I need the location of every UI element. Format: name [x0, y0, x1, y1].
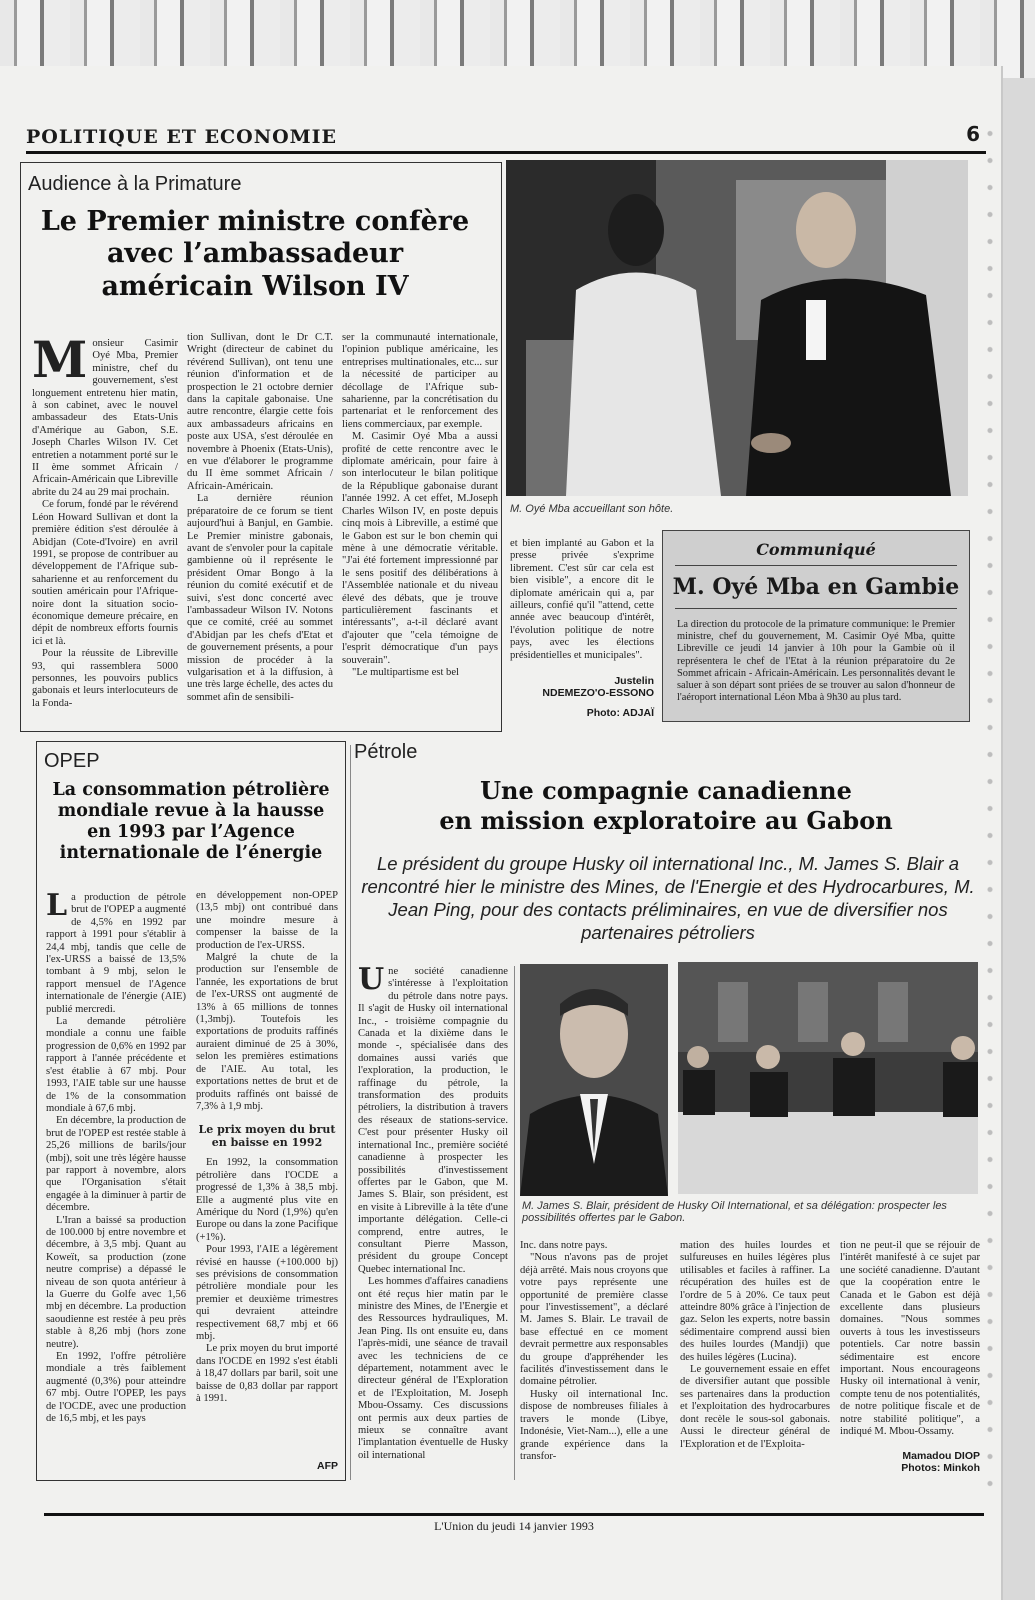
author-name: Mamadou DIOP [902, 1450, 980, 1462]
paragraph: Husky oil international Inc. dispose de nombreuses filiales à travers le monde (Libye, Indonésie, Viet-Nam...), elle a une grande expérience dans la transfor- [520, 1388, 668, 1462]
petrole-column-3 [680, 1240, 830, 1480]
opep-column-1 [46, 892, 186, 1472]
article1-column-2 [187, 332, 333, 728]
photo-handshake [506, 160, 968, 496]
petrole-kicker: Pétrole [354, 741, 418, 763]
article1-kicker: Audience à la Primature [28, 173, 242, 195]
communique-label: Communiqué [756, 540, 876, 559]
page-number: 6 [966, 122, 980, 146]
paragraph: L'Iran a baissé sa production de 100.000 bj entre novembre et décembre, à 3,5 mbj. Quant au Koweït, sa production (zone neutre comprise) a dépassé le niveau de son quota antérieur à la Guerre du Golfe avec 1,56 mbj en décembre. La production saoudienne est restée à peu près stable à 8,26 mbj (hors zone neutre). [46, 1214, 186, 1350]
paragraph: Pour 1993, l'AIE a légèrement révisé en hausse (+100.000 bj) ses prévisions de consommation pétrolière mondiale pour les premier et deuxième trimestres qui devraient atteindre respectivement 68,7 mbj et 66 mbj. [196, 1244, 338, 1342]
paragraph: a production de pétrole brut de l'OPEP a augmenté de 4,5% en 1992 par rapport à 1991 pour s'établir à 24,4 mbj, tandis que celle de l'ex-URSS a baissé de 13,5% tombant à 9 mbj, selon le rapport mensuel de l'Agence internationale de l'énergie (AIE) publié mercredi. [46, 892, 186, 1015]
paragraph: "Nous n'avons pas de projet déjà arrêté. Mais nous croyons que votre pays représente une opportunité de première classe pour l'investissement", a déclaré M. James S. Blair. Le travail de base effectué en ce moment devrait permettre aux responsables du groupe d'appréhender les facilités d'investissement dans le domaine pétrolier. [520, 1252, 668, 1388]
petrole-dropcap: U [358, 966, 385, 997]
section-title: POLITIQUE ET ECONOMIE [26, 126, 338, 148]
paragraph: ne société canadienne s'intéresse à l'exploitation du pétrole dans notre pays. Il s'agit de Husky oil international Inc., - troisième compagnie du Canada et la dixième dans le monde -, spécialisée dans des domaines aussi variés que l'exploration, la production, le raffinage du pétrole, la transformation des produits pétroliers, la distribution à travers des réseaux de stations-service. C'est pour présenter Husky oil international Inc., première société canadienne à prospecter les possibilités d'investissement offertes par le Gabon, que M. James S. Blair, son président, est en visite à Libreville à la tête d'une importante délégation. Celle-ci comprend, entre autres, le consultant Pierre Masson, président du groupe Concept Quebec international Inc. [358, 966, 508, 1275]
paragraph: En décembre, la production de brut de l'OPEP est restée stable à 25,26 millions de barils/jour (mbj), soit une très légère hausse par rapport à novembre, alors que l'Organisation s'était engagée à la diminuer à partir de décembre. [46, 1115, 186, 1214]
paragraph: Ce forum, fondé par le révérend Léon Howard Sullivan et dont la première édition s'est déroulée à Abidjan (Cote-d'Ivoire) en avril 1991, se propose de contribuer au développement de l'Afrique sub-saharienne et au renforcement du soutien américain pour l'Afrique-noire dont la situation socio-économique demeure précaire, en dépit de nombreux efforts fournis ici et là. [32, 499, 178, 647]
petrole-column-2 [520, 1240, 668, 1480]
petrole-headline-line: Une compagnie canadienne [480, 776, 852, 805]
article1-column-1 [32, 338, 178, 728]
paragraph: et bien implanté au Gabon et la presse privée s'exprime librement. C'est sûr car cela est bien visible", a encore dit le diplomate américain qui a, par ailleurs, confié qu'il "attend, cette année avec beaucoup d'intérêt, l'évolution politique de notre pays, avec les élections présidentielles et municipales". [510, 538, 654, 661]
paragraph: onsieur Casimir Oyé Mba, Premier ministre, chef du gouvernement, s'est longuement entretenu hier matin, à son cabinet, avec le nouvel ambassadeur des Etats-Unis d'Amérique au Gabon, S.E. Joseph Charles Wilson IV. Cet entretien a notamment porté sur le II ème sommet Africain / Africain-Américain que Libreville abrite du 24 au 29 mai prochain. [32, 338, 178, 498]
author-firstname: Justelin [614, 675, 654, 687]
paragraph: En 1992, l'offre pétrolière mondiale a très faiblement augmenté (0,3%) pour atteindre 67 mbj. Outre l'OPEP, les pays de l'OCDE, avec une production de 16,5 mbj, et les pays [46, 1351, 186, 1425]
communique-body: La direction du protocole de la primature communique: le Premier ministre, chef du gouvernement, M. Casimir Oyé Mba, quitte Libreville ce jeudi 14 janvier à 10h pour la Gambie où il représentera le chef de l'Etat à la réunion préparatoire du 2e Sommet africain - Africain-Américain. Les personnalités devant le saluer à son départ sont priées de se trouver au salon d'honneur de l'aéroport international Léon Mba à 9h30 au plus tard. [677, 619, 955, 704]
opep-headline-line: en 1993 par l’Agence [87, 822, 295, 842]
petrole-column-1 [358, 966, 508, 1478]
petrole-photo-caption: M. James S. Blair, président de Husky Oil International, et sa délégation: prospecter les possibilités offertes par le Gabon. [522, 1200, 947, 1224]
paragraph: en développement non-OPEP (13,5 mbj) ont contribué dans une moindre mesure à compenser la baisse de la production de l'ex-URSS. [196, 890, 338, 951]
petrole-deck: Le président du groupe Husky oil international Inc., M. James S. Blair a rencontré hier le ministre des Mines, de l'Energie et des Hydrocarbures, M. Jean Ping, pour des contacts préliminaires, en vue de diversifier nos partenaires pétroliers [361, 853, 975, 943]
article1-author [510, 675, 654, 719]
footer-dateline: L'Union du jeudi 14 janvier 1993 [434, 1519, 594, 1533]
paragraph: M. Casimir Oyé Mba a aussi profité de cette rencontre avec le diplomate américain, pour faire à son interlocuteur le bilan politique de la République gabonaise durant l'année 1992. A cet effet, M.Joseph Charles Wilson IV, en poste depuis cinq mois à Libreville, a estimé que le Gabon est sur le bon chemin qui mène à une démocratie véritable. "J'ai été fortement impressionné par le sens positif des délibérations à l'Assemblée nationale et du niveau élevé des débats, que je trouve particulièrement fascinants et intéressants", a-t-il déclaré avant d'ajouter que "cela témoigne de l'esprit démocratique d'un pays souverain". [342, 431, 498, 666]
paragraph: mation des huiles lourdes et sulfureuses en huiles légères plus utilisables et faciles à raffiner. La récupération des huiles est de l'ordre de 5 à 20%. Ce taux peut atteindre 80% grâce à l'injection de gaz. Selon les experts, notre bassin sédimentaire comprend aussi bien des huiles lourdes (Mandji) que des huiles légères (Lucina). [680, 1240, 830, 1363]
opep-headline [40, 780, 342, 864]
photo-handshake-image [506, 160, 968, 496]
communique-title: M. Oyé Mba en Gambie [672, 574, 960, 600]
opep-headline-line: La consommation pétrolière [52, 780, 330, 800]
column-rule [350, 745, 351, 1480]
paragraph: tion ne peut-il que se réjouir de l'intérêt manifesté à ce sujet par une société canadienne. D'autant que la coopération entre le Canada et le Gabon est déjà excellente dans plusieurs domaines. "Nous sommes ouverts à tous les investisseurs potentiels. Car notre bassin sédimentaire est encore important. Nous encourageons Husky oil international à venir, compte tenu de nos potentialités, de notre politique fiscale et de notre stabilité politique", a indiqué M. Mbou-Ossamy. [840, 1240, 980, 1438]
petrole-headline [354, 776, 978, 836]
paragraph: Malgré la chute de la production sur l'ensemble de l'année, les exportations de brut de l'ex-URSS ont augmenté de 13% à 65 millions de tonnes (1,3mbj). Toutefois les exportations de produits raffinés auraient diminué de 25 à 30%, selon les premières estimations de l'AIE. Au total, les exportations nettes de brut et de produits raffinés ont baissé de 7,3% à 1,9 mbj. [196, 952, 338, 1112]
opep-source: AFP [317, 1460, 338, 1472]
photo-credit: Photo: ADJAÏ [586, 707, 654, 719]
article1-dropcap: M [32, 338, 88, 389]
paragraph: En 1992, la consommation pétrolière dans l'OCDE a progressé de 1,3% à 38,5 mbj. Elle a augmenté plus vite en Amérique du Nord (1,9%) qu'en Europe ou dans la zone Pacifique (+1%). [196, 1157, 338, 1243]
paragraph: Pour la réussite de Libreville 93, qui rassemblera 5000 personnes, les pouvoirs publics gabonais et leurs interlocuteurs de la Fonda- [32, 648, 178, 709]
opep-column-2 [196, 890, 338, 1456]
opep-kicker: OPEP [44, 750, 100, 772]
paragraph: tion Sullivan, dont le Dr C.T. Wright (directeur de cabinet du révérend Sullivan), ont tenu une réunion d'information et de prospection le 21 octobre dernier dans la capitale gabonaise. Une autre rencontre, élargie cette fois aux ambassadeurs africains en poste aux USA, s'est déroulée en novembre à Phoenix (Etats-Unis), en vue d'élaborer le programme du II ème sommet Africain / Africain-Américain. [187, 332, 333, 492]
petrole-author [840, 1450, 980, 1474]
photo-credit: Photos: Minkoh [901, 1462, 980, 1474]
paragraph: Le prix moyen du brut importé dans l'OCDE en 1992 s'est établi à 18,47 dollars par baril, soit une baisse de 0,83 dollar par rapport à 1991. [196, 1343, 338, 1405]
section-header [26, 124, 986, 154]
article1-column-4 [510, 538, 654, 668]
article1-headline-line: américain Wilson IV [101, 270, 409, 302]
article1-headline-line: avec l’ambassadeur [106, 238, 404, 270]
photo-delegation-image [678, 962, 978, 1194]
paragraph: La demande pétrolière mondiale a connu une faible progression de 0,6% en 1992 par rapport à l'année précédente et s'est établie à 67 mbj. Pour 1993, l'AIE table sur une hausse de 1% de la consommation mondiale à 67,6 mbj. [46, 1016, 186, 1114]
opep-dropcap: L [46, 892, 68, 923]
binding-holes [984, 120, 996, 1500]
paragraph: Inc. dans notre pays. [520, 1240, 608, 1251]
photo-blair-portrait [520, 964, 668, 1196]
paragraph: ser la communauté internationale, l'opinion publique américaine, les entreprises multinationales, etc... sur la nécessité de participer au décollage de l'Afrique sub-saharienne, par la concrétisation du partenariat et le renforcement des liens commerciaux, par exemple. [342, 332, 498, 430]
article1-headline-line: Le Premier ministre confère [40, 206, 470, 237]
paragraph: Les hommes d'affaires canadiens ont été reçus hier matin par le ministre des Mines, de l'Energie et des Ressources hydrauliques, M. Jean Ping. Ils ont ensuite eu, dans l'après-midi, une séance de travail avec les techniciens de ce département, notamment avec le directeur général de l'Exploration et de l'Exploitation, M. Joseph Mbou-Ossamy. Ces discussions ont permis aux deux parties de mieux se connaître avant l'implantation éventuelle de Husky oil international [358, 1276, 508, 1461]
column-rule [514, 966, 515, 1480]
opep-headline-line: mondiale revue à la hausse [57, 801, 325, 821]
opep-subhead: Le prix moyen du brut en baisse en 1992 [198, 1123, 336, 1150]
communique-box [662, 530, 970, 722]
paragraph: "Le multipartisme est bel [352, 666, 459, 678]
article1-headline [24, 206, 486, 303]
photo-delegation [678, 962, 978, 1194]
opep-headline-line: internationale de l’énergie [59, 843, 323, 863]
petrole-headline-line: en mission exploratoire au Gabon [439, 806, 893, 835]
article1-photo-caption: M. Oyé Mba accueillant son hôte. [510, 503, 674, 515]
photo-blair-portrait-image [520, 964, 668, 1196]
author-lastname: NDEMEZO'O-ESSONO [542, 687, 654, 699]
paragraph: La dernière réunion préparatoire de ce forum se tient aujourd'hui à Banjul, en Gambie. Le Premier ministre gabonais, avant de s'envoler pour la capitale gambienne où il représente le président Omar Bongo à la réunion du comité exécutif et de suivi, s'est donc concerté avec l'ambassadeur Wilson IV. Notons que ce comité, créé au sommet d'Abidjan par les chefs d'Etat et de gouvernement présents, a pour mission de procéder à la vulgarisation et à la diffusion, à une très large échelle, des actes du sommet afin de sensibili- [187, 493, 333, 703]
page-footer [44, 1513, 984, 1537]
article1-column-3 [342, 332, 498, 728]
paragraph: Le gouvernement essaie en effet de diversifier autant que possible ses partenaires dans la production et l'exploitation des hydrocarbures dont recèle le sous-sol gabonais. Aussi le directeur général de l'Exploration et de l'Exploita- [680, 1364, 830, 1450]
petrole-column-4 [840, 1240, 980, 1438]
